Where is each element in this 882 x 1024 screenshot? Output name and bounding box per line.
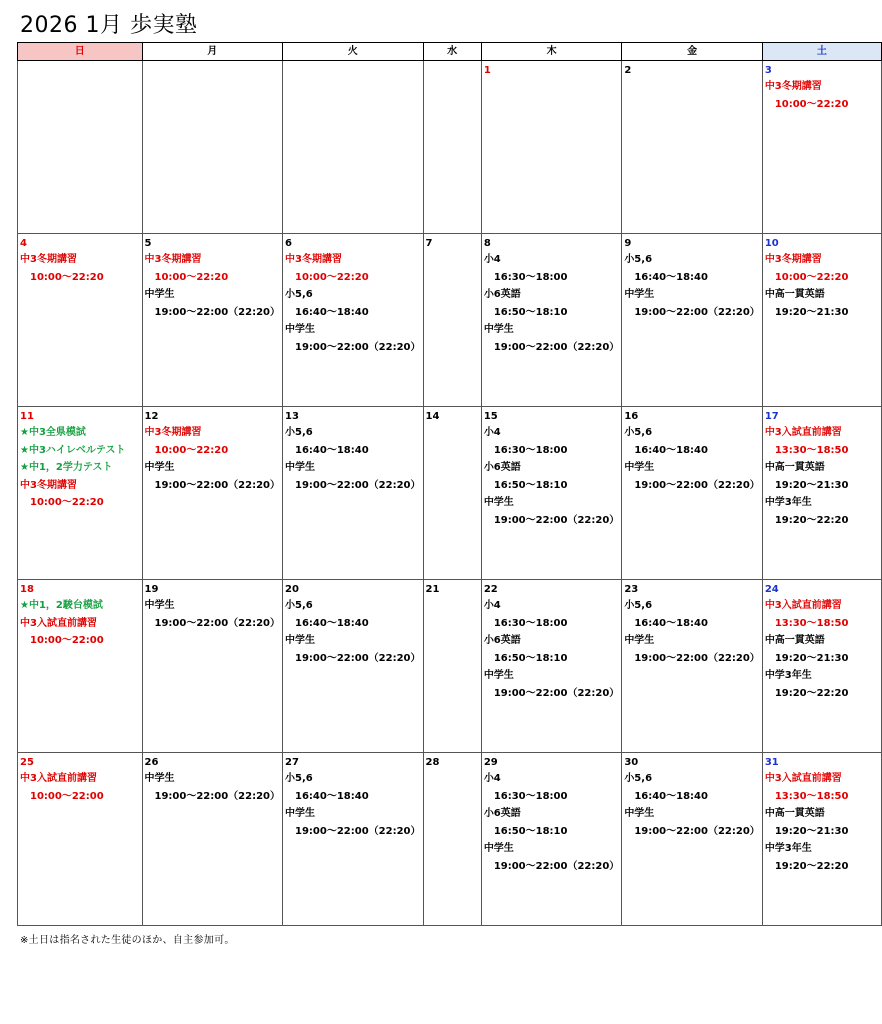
day-cell [283, 234, 424, 407]
weekday-header-mon: 月 [142, 43, 283, 61]
day-cell [762, 580, 881, 753]
day-cell [142, 61, 283, 234]
day-number: 19 [144, 584, 159, 595]
event-label: 中学生 [285, 635, 315, 647]
event-time: 19:00～22:00（22:20） [295, 652, 421, 664]
event-label: 小5,6 [624, 773, 653, 784]
event-label: 中3冬期講習 [20, 479, 77, 491]
event-time: 19:20～21:30 [774, 306, 849, 318]
day-number: 26 [144, 757, 159, 768]
day-cell [142, 753, 283, 926]
day-cell [283, 61, 424, 234]
day-number: 23 [624, 584, 639, 595]
day-cell [622, 753, 763, 926]
event-label: 小4 [483, 427, 501, 438]
event-label: 中学生 [483, 670, 514, 682]
day-cell [622, 234, 763, 407]
event-label: 小4 [483, 254, 501, 265]
day-cell [18, 234, 143, 407]
day-cell [283, 407, 424, 580]
event-label: 小6英語 [483, 635, 521, 647]
event-time: 19:20～22:20 [774, 514, 849, 526]
event-time: 19:00～22:00（22:20） [634, 479, 760, 491]
event-time: 16:30～18:00 [493, 617, 568, 629]
day-number: 24 [764, 584, 779, 595]
event-label: 中高一貫英語 [764, 462, 825, 474]
event-label: 中3入試直前講習 [764, 600, 842, 611]
page-title: 2026 1月 歩実塾 [20, 13, 198, 38]
event-time: 19:20～22:20 [774, 860, 849, 872]
day-number: 2 [624, 65, 632, 76]
weekday-header-thu: 木 [481, 43, 622, 61]
event-label: 中学生 [624, 462, 655, 474]
day-cell [762, 407, 881, 580]
event-label: 中学生 [144, 462, 175, 474]
event-label: 中高一貫英語 [764, 808, 825, 820]
day-number: 11 [20, 411, 34, 422]
day-cell [622, 580, 763, 753]
day-cell [423, 753, 481, 926]
event-label: 中3冬期講習 [285, 254, 342, 265]
event-time: 10:00～22:20 [295, 271, 369, 283]
day-number: 10 [764, 238, 779, 249]
day-cell [481, 61, 622, 234]
day-cell [481, 234, 622, 407]
event-label: 中3冬期講習 [764, 81, 822, 92]
event-label: 中3冬期講習 [144, 427, 202, 438]
week-row [18, 61, 882, 234]
event-label: 小4 [483, 773, 501, 784]
event-label: 中学3年生 [764, 497, 812, 509]
day-number: 9 [624, 238, 632, 249]
event-label: 中高一貫英語 [764, 635, 825, 647]
event-time: 10:00～22:20 [154, 271, 229, 283]
event-label: 中学生 [483, 324, 514, 336]
day-cell [18, 580, 143, 753]
event-label: 小5,6 [624, 600, 653, 611]
day-cell [481, 407, 622, 580]
event-label: 小6英語 [483, 808, 521, 820]
event-label: 中3入試直前講習 [764, 773, 842, 784]
weekday-header-sat: 土 [762, 43, 881, 61]
day-number: 1 [483, 65, 491, 76]
event-label: ★中3全県模試 [20, 427, 86, 438]
weekday-header-row [18, 43, 882, 61]
weekday-header-tue: 火 [283, 43, 424, 61]
event-time: 10:00～22:00 [30, 790, 104, 802]
event-time: 19:00～22:00（22:20） [295, 341, 421, 353]
event-time: 13:30～18:50 [774, 444, 849, 456]
day-number: 17 [764, 411, 779, 422]
day-cell [18, 407, 143, 580]
event-time: 19:20～21:30 [774, 825, 849, 837]
day-cell [762, 61, 881, 234]
event-label: 中学生 [483, 497, 514, 509]
day-cell [283, 580, 424, 753]
day-number: 22 [483, 584, 498, 595]
event-time: 16:40～18:40 [634, 790, 708, 802]
day-number: 5 [144, 238, 152, 249]
day-cell [423, 407, 481, 580]
event-label: ★中1，2学力テスト [20, 462, 113, 474]
event-label: 中学生 [624, 808, 655, 820]
day-number: 29 [483, 757, 498, 768]
event-label: 中学生 [624, 289, 655, 301]
event-time: 16:30～18:00 [493, 271, 568, 283]
day-number: 12 [144, 411, 159, 422]
event-label: 中高一貫英語 [764, 289, 825, 301]
event-time: 19:00～22:00（22:20） [493, 341, 620, 353]
event-time: 19:00～22:00（22:20） [634, 306, 760, 318]
event-time: 16:40～18:40 [295, 306, 369, 318]
event-label: 小5,6 [624, 427, 653, 438]
event-label: 小5,6 [285, 773, 313, 784]
weekday-header-wed: 水 [423, 43, 481, 61]
event-time: 16:40～18:40 [634, 271, 708, 283]
event-time: 10:00～22:00 [30, 635, 104, 647]
weekday-header-sun: 日 [18, 43, 143, 61]
day-number: 13 [285, 411, 299, 422]
event-time: 10:00～22:20 [774, 271, 849, 283]
event-label: ★中1，2駿台模試 [20, 600, 103, 611]
event-time: 16:50～18:10 [493, 479, 568, 491]
day-number: 15 [483, 411, 498, 422]
event-label: 中3入試直前講習 [20, 617, 97, 629]
event-label: 中学生 [144, 289, 175, 301]
day-cell [142, 580, 283, 753]
event-label: 中学生 [624, 635, 655, 647]
event-label: 中3入試直前講習 [20, 773, 97, 784]
event-time: 16:50～18:10 [493, 652, 568, 664]
day-cell [762, 753, 881, 926]
day-cell [762, 234, 881, 407]
event-label: 中3冬期講習 [144, 254, 202, 265]
event-time: 10:00～22:20 [30, 271, 104, 283]
event-time: 16:50～18:10 [493, 306, 568, 318]
event-label: 小5,6 [285, 289, 313, 301]
event-time: 16:40～18:40 [634, 617, 708, 629]
event-time: 16:50～18:10 [493, 825, 568, 837]
day-cell [622, 61, 763, 234]
day-cell [423, 234, 481, 407]
day-cell [423, 580, 481, 753]
event-time: 19:00～22:00（22:20） [493, 687, 620, 699]
event-label: 中3入試直前講習 [764, 427, 842, 438]
calendar-body [18, 61, 882, 926]
event-label: 中学3年生 [764, 843, 812, 855]
day-number: 20 [285, 584, 299, 595]
event-time: 19:00～22:00（22:20） [493, 860, 620, 872]
event-time: 19:20～22:20 [774, 687, 849, 699]
event-label: ★中3ハイレベルテスト [20, 444, 126, 456]
day-cell [423, 61, 481, 234]
day-number: 4 [20, 238, 27, 249]
day-cell [481, 580, 622, 753]
event-time: 19:00～22:00（22:20） [295, 825, 421, 837]
event-time: 19:00～22:00（22:20） [634, 652, 760, 664]
event-time: 10:00～22:20 [154, 444, 229, 456]
event-label: 小6英語 [483, 289, 521, 301]
week-row [18, 580, 882, 753]
week-row [18, 753, 882, 926]
event-label: 中学生 [144, 773, 175, 784]
event-time: 16:40～18:40 [295, 444, 369, 456]
event-label: 中3冬期講習 [764, 254, 822, 265]
day-cell [622, 407, 763, 580]
day-cell [142, 407, 283, 580]
event-label: 中3冬期講習 [20, 254, 77, 265]
event-time: 19:00～22:00（22:20） [493, 514, 620, 526]
day-number: 30 [624, 757, 639, 768]
event-label: 小5,6 [285, 600, 313, 611]
footnote: ※土日は指名された生徒のほか、自主参加可。 [20, 935, 235, 946]
event-time: 19:00～22:00（22:20） [154, 479, 280, 491]
event-time: 19:00～22:00（22:20） [154, 306, 280, 318]
event-time: 13:30～18:50 [774, 617, 849, 629]
day-number: 27 [285, 757, 299, 768]
event-time: 10:00～22:20 [30, 497, 104, 509]
event-time: 13:30～18:50 [774, 790, 849, 802]
day-cell [18, 753, 143, 926]
day-number: 18 [20, 584, 34, 595]
day-cell [283, 753, 424, 926]
day-cell [142, 234, 283, 407]
day-number: 3 [764, 65, 772, 76]
event-time: 19:20～21:30 [774, 479, 849, 491]
event-time: 19:00～22:00（22:20） [154, 617, 280, 629]
weekday-header-fri: 金 [622, 43, 763, 61]
event-label: 中学生 [483, 843, 514, 855]
week-row [18, 407, 882, 580]
day-number: 25 [20, 757, 34, 768]
day-number: 6 [285, 238, 292, 249]
day-cell [481, 753, 622, 926]
event-label: 小5,6 [624, 254, 653, 265]
day-number: 31 [764, 757, 779, 768]
day-number: 28 [425, 757, 440, 768]
event-label: 中学生 [144, 600, 175, 611]
day-number: 14 [425, 411, 440, 422]
day-number: 21 [425, 584, 440, 595]
event-label: 小5,6 [285, 427, 313, 438]
event-label: 小4 [483, 600, 501, 611]
day-number: 8 [483, 238, 491, 249]
event-time: 19:00～22:00（22:20） [295, 479, 421, 491]
event-time: 19:00～22:00（22:20） [634, 825, 760, 837]
event-time: 16:30～18:00 [493, 790, 568, 802]
event-time: 10:00～22:20 [774, 98, 849, 110]
event-time: 16:30～18:00 [493, 444, 568, 456]
day-number: 7 [425, 238, 433, 249]
calendar-grid [17, 42, 882, 926]
event-time: 19:00～22:00（22:20） [154, 790, 280, 802]
event-label: 中学生 [285, 462, 315, 474]
event-label: 小6英語 [483, 462, 521, 474]
week-row [18, 234, 882, 407]
event-time: 16:40～18:40 [295, 617, 369, 629]
event-time: 19:20～21:30 [774, 652, 849, 664]
event-label: 中学生 [285, 324, 315, 336]
day-cell [18, 61, 143, 234]
event-label: 中学3年生 [764, 670, 812, 682]
event-time: 16:40～18:40 [634, 444, 708, 456]
event-time: 16:40～18:40 [295, 790, 369, 802]
event-label: 中学生 [285, 808, 315, 820]
day-number: 16 [624, 411, 639, 422]
